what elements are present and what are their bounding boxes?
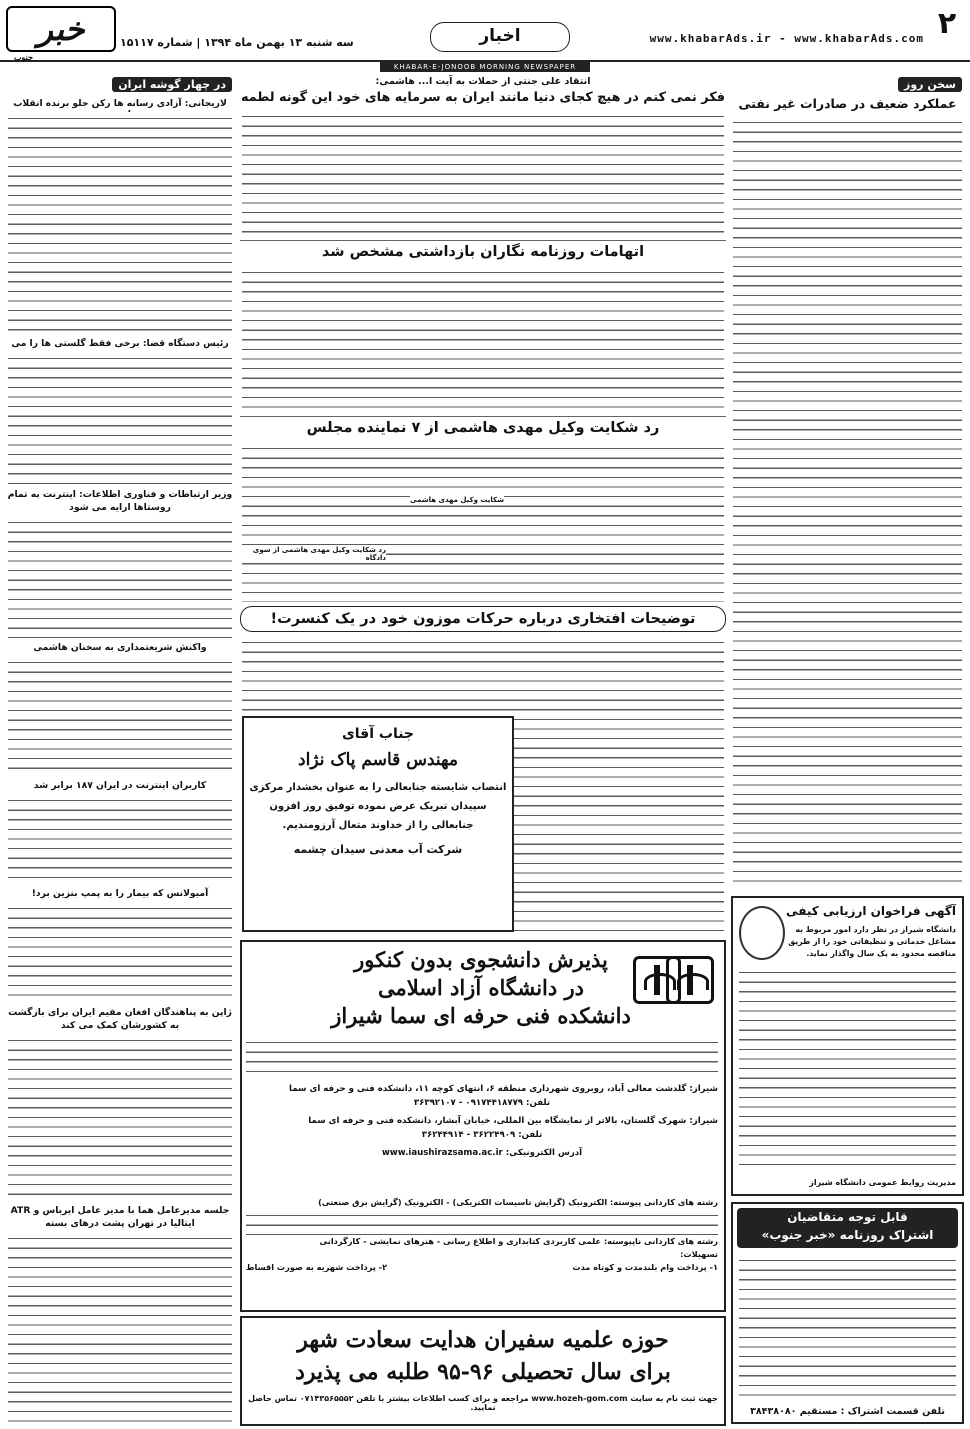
tender-ad-footer: مدیریت روابط عمومی دانشگاه شیراز <box>809 1178 956 1187</box>
tender-ad-body <box>739 966 956 1172</box>
howzeh-ad <box>240 1316 726 1426</box>
howzeh-contact: جهت ثبت نام به سایت www.hozeh-gom.com مراجعه و برای کسب اطلاعات بیشتر با تلفن ۰۷۱۴۳۵۶۵۵۵۲ تماس حاصل نمایید. <box>248 1394 718 1412</box>
left-column <box>6 76 234 1426</box>
subscription-header <box>737 1208 958 1248</box>
story4-headline-box <box>240 606 726 632</box>
news-body <box>8 794 232 884</box>
story1-body <box>242 110 724 236</box>
uni-fields-more <box>246 1209 718 1235</box>
subscription-subtitle: اشتراک روزنامه «خبر جنوب» <box>761 1228 934 1242</box>
congrat-signature: شرکت آب معدنی سیدان چشمه <box>293 843 463 856</box>
uni-perk: ۲- پرداخت شهریه به صورت اقساط <box>246 1262 388 1272</box>
news-body <box>8 902 232 1002</box>
uni-perks-label: تسهیلات: <box>680 1249 718 1259</box>
congrat-line: سپیدان تبریک عرض نموده توفیق روز افزون <box>269 801 487 812</box>
uni-phone: تلفن: ۳۶۲۲۴۹۰۹ - ۳۶۲۴۴۹۱۴ <box>421 1130 543 1140</box>
uni-title: دانشکده فنی حرفه ای سما شیراز <box>331 1003 631 1028</box>
news-headline: واکنش شریعتمداری به سخنان هاشمی <box>33 642 207 653</box>
news-headline: رئیس دستگاه قضا: برخی فقط گلستی ها را می <box>11 338 229 349</box>
news-headline: وزیر ارتباطات و فناوری اطلاعات: اینترنت به تمام روستاها ارایه می شود <box>7 489 233 513</box>
uni-title: پذیرش دانشجوی بدون کنکور <box>354 947 608 972</box>
story2-headline: اتهامات روزنامه نگاران بازداشتی مشخص شد <box>321 244 645 260</box>
news-headline: کاربران اینترنت در ایران ۱۸۷ برابر شد <box>33 780 207 791</box>
news-body <box>8 656 232 776</box>
subscription-phone: تلفن قسمت اشتراک : مستقیم ۳۸۴۳۸۰۸۰ <box>750 1406 945 1417</box>
story3-subhead: شکایت وکیل مهدی هاشمی <box>409 496 504 504</box>
tender-ad <box>731 896 964 1196</box>
uni-fields: رشته های کاردانی ناپیوسته: علمی کاربردی کتابداری و اطلاع رسانی - هنرهای نمایشی - کارگردانی <box>319 1236 718 1246</box>
story1-kicker: انتقاد علی جنتی از حملات به آیت ا... هاشمی: <box>375 76 591 87</box>
tender-ad-line: مناقصه محدود به یک سال واگذار نماید. <box>806 949 956 958</box>
masthead <box>0 0 970 62</box>
university-ad <box>240 940 726 1312</box>
congrat-line: انتصاب شایسته جنابعالی را به عنوان بخشدار مرکزی <box>249 782 507 793</box>
news-body <box>8 1034 232 1200</box>
university-emblem-icon <box>739 906 785 960</box>
english-banner: KHABAR-E-JONOOB MORNING NEWSPAPER <box>380 62 590 72</box>
uni-web-label: آدرس الکترونیکی: <box>505 1148 583 1158</box>
howzeh-subtitle: برای سال تحصیلی ۹۶-۹۵ طلبه می پذیرد <box>295 1359 671 1385</box>
tender-ad-title: آگهی فراخوان ارزیابی کیفی <box>786 904 956 918</box>
congrat-line: جنابعالی را از خداوند متعال آرزومندیم. <box>282 820 474 831</box>
subscription-ad <box>731 1202 964 1424</box>
congrat-name: مهندس قاسم پاک نژاد <box>298 750 458 770</box>
uni-address: شیراز: گلدشت معالی آباد، روبروی شهرداری منطقه ۶، انتهای کوچه ۱۱، دانشکده فنی و حرفه ای سما <box>289 1084 718 1094</box>
news-body <box>8 516 232 638</box>
editorial-header <box>731 76 964 94</box>
story3-subhead: رد شکایت وکیل مهدی هاشمی از سوی دادگاه <box>240 546 386 562</box>
provinces-tag: در چهار گوشه ایران <box>112 77 232 92</box>
news-body <box>8 112 232 334</box>
story2-body <box>242 266 724 414</box>
uni-website-link[interactable]: www.iaushirazsama.ac.ir <box>381 1148 503 1158</box>
editorial-headline: عملکرد ضعیف در صادرات غیر نفتی <box>738 96 957 111</box>
uni-title: در دانشگاه آزاد اسلامی <box>377 975 585 1000</box>
uni-address: شیراز: شهرک گلستان، بالاتر از نمایشگاه بین المللی، خیابان آبشار، دانشکده فنی و حرفه ای سما <box>308 1116 718 1126</box>
news-headline: ژاپن به پناهندگان افغان مقیم ایران برای بازگشت به کشورشان کمک می کند <box>8 1007 232 1031</box>
right-column <box>731 76 964 1426</box>
page-number: ۲ <box>937 6 957 41</box>
news-body <box>8 1232 232 1424</box>
news-headline: جلسه مدیرعامل هما با مدیر عامل ایرباس و ATR ایتالیا در تهران پشت درهای بسته <box>10 1205 230 1229</box>
story3-headline: رد شکایت وکیل مهدی هاشمی از ۷ نماینده مجلس <box>306 420 660 436</box>
subscription-title: قابل توجه متقاضیان <box>787 1210 908 1224</box>
logo-sub: جنوب <box>14 52 34 62</box>
middle-column <box>240 76 726 1426</box>
congrat-title: جناب آقای <box>341 726 415 742</box>
howzeh-title: حوزه علمیه سفیران هدایت سعادت شهر <box>297 1327 669 1353</box>
uni-phone: تلفن: ۰۹۱۷۴۴۱۸۷۷۹ - ۳۶۳۹۲۱۰۷ <box>413 1098 551 1108</box>
story3-body <box>242 442 724 602</box>
editorial-body <box>733 116 962 886</box>
uni-fields: رشته های کاردانی پیوسته: الکترونیک (گرایش تاسیسات الکتریکی) - الکترونیک (گرایش برق صنعتی) <box>318 1197 718 1207</box>
editorial-tag: سخن روز <box>898 77 962 92</box>
uni-intro <box>246 1036 718 1076</box>
tender-ad-line: مشاغل خدماتی و تنظیفاتی خود را از طریق <box>788 937 956 946</box>
story4-headline: توضیحات افتخاری درباره حرکات موزون خود در یک کنسرت! <box>270 611 696 627</box>
subscription-body <box>739 1254 956 1400</box>
uni-perk: ۱- پرداخت وام بلندمدت و کوتاه مدت <box>572 1262 718 1272</box>
dateline: سه شنبه ۱۳ بهمن ماه ۱۳۹۴ | شماره ۱۵۱۱۷ <box>120 36 354 49</box>
congratulation-ad <box>242 716 514 932</box>
tender-ad-line: دانشگاه شیراز در نظر دارد امور مربوط به <box>795 925 956 934</box>
site-url[interactable]: www.khabarAds.ir - www.khabarAds.com <box>649 32 924 45</box>
news-headline: آمبولانس که بیمار را به پمپ بنزین برد! <box>31 888 209 899</box>
logo-text: خبر <box>37 10 85 48</box>
section-name: اخبار <box>430 22 570 52</box>
news-headline: لاریجانی: آزادی رسانه ها رکن جلو برنده انقلاب <box>13 98 227 109</box>
provinces-header <box>6 76 234 94</box>
story1-headline: فکر نمی کنم در هیچ کجای دنیا مانند ایران به سرمایه های خود این گونه لطمه <box>240 90 726 105</box>
news-body <box>8 352 232 484</box>
newspaper-logo <box>6 6 116 62</box>
